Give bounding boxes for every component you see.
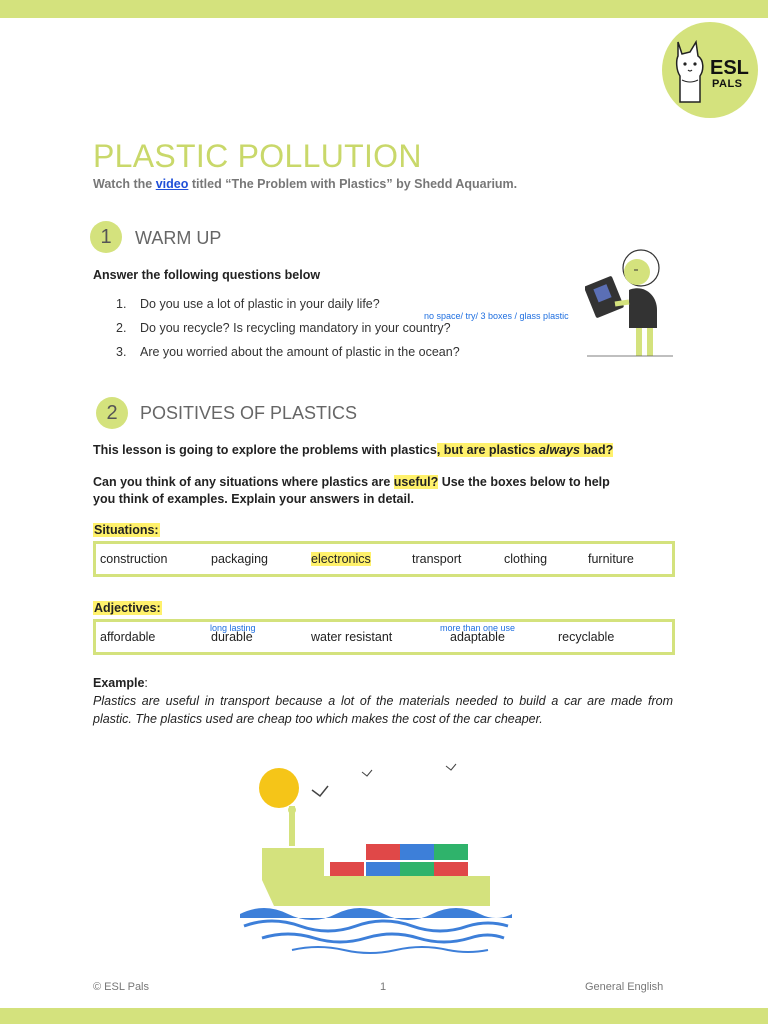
- subtitle: [93, 177, 517, 191]
- footer-course: General English: [585, 981, 664, 993]
- warmup-question-list: [116, 296, 460, 368]
- top-bar: [0, 0, 768, 18]
- adjectives-label: Adjectives:: [94, 601, 161, 615]
- list-item: 3. Are you worried about the amount of plastic in the ocean?: [116, 345, 460, 359]
- warmup-instruction: Answer the following questions below: [93, 268, 321, 282]
- esl-pals-logo: [662, 22, 758, 118]
- page-title: PLASTIC POLLUTION: [93, 138, 422, 174]
- situation-word: construction: [100, 552, 168, 566]
- adjective-word: durable: [211, 630, 253, 644]
- logo-pals-text: PALS: [712, 78, 743, 90]
- situations-box: [93, 541, 675, 577]
- subtitle-before: Watch the: [93, 177, 156, 191]
- list-item: 1. Do you use a lot of plastic in your daily life?: [116, 297, 380, 311]
- situations-prompt: Can you think of any situations where plastics are useful? Use the boxes below to help you think of examples. Explain your answers in detail.: [93, 475, 610, 506]
- footer-page-number: 1: [380, 981, 387, 993]
- adjectives-box: [93, 619, 675, 655]
- subtitle-after: titled “The Problem with Plastics” by Shedd Aquarium.: [188, 177, 518, 191]
- lesson-intro: This lesson is going to explore the problems with plastics, but are plastics always bad?: [93, 443, 614, 457]
- llama-icon: [670, 40, 710, 106]
- adjective-word: affordable: [100, 630, 156, 644]
- situation-word: clothing: [504, 552, 548, 566]
- bottom-bar: [0, 1008, 768, 1024]
- footer-copyright: © ESL Pals: [93, 981, 149, 993]
- reading-person-illustration: [585, 244, 675, 360]
- example-label: Example:: [93, 676, 148, 690]
- cargo-ship-illustration: [232, 760, 532, 960]
- situation-word: transport: [412, 552, 462, 566]
- list-item: 2. Do you recycle? Is recycling mandatory in your country?: [116, 321, 451, 335]
- section-number-2: 2: [96, 397, 128, 429]
- example-text: Plastics are useful in transport because a lot of the materials needed to build a car are made from plastic. The plastics used are cheap too which makes the cost of the car cheaper.: [93, 694, 673, 726]
- situation-word: furniture: [588, 552, 634, 566]
- annotation-note: more than one use: [440, 623, 516, 633]
- situation-word: packaging: [211, 552, 268, 566]
- video-link[interactable]: video: [155, 177, 189, 191]
- section-number-1: 1: [90, 221, 122, 253]
- logo-esl-text: ESL: [710, 57, 749, 79]
- annotation-note: long lasting: [210, 623, 256, 633]
- adjective-word: recyclable: [558, 630, 615, 644]
- situation-word: electronics: [311, 552, 371, 566]
- annotation-note: no space/ try/ 3 boxes / glass plastic: [424, 311, 569, 321]
- situations-label: Situations:: [94, 523, 159, 537]
- section-heading-positives: POSITIVES OF PLASTICS: [140, 403, 358, 423]
- adjective-word: adaptable: [450, 630, 505, 644]
- adjective-word: water resistant: [311, 630, 393, 644]
- section-heading-warmup: WARM UP: [135, 228, 222, 248]
